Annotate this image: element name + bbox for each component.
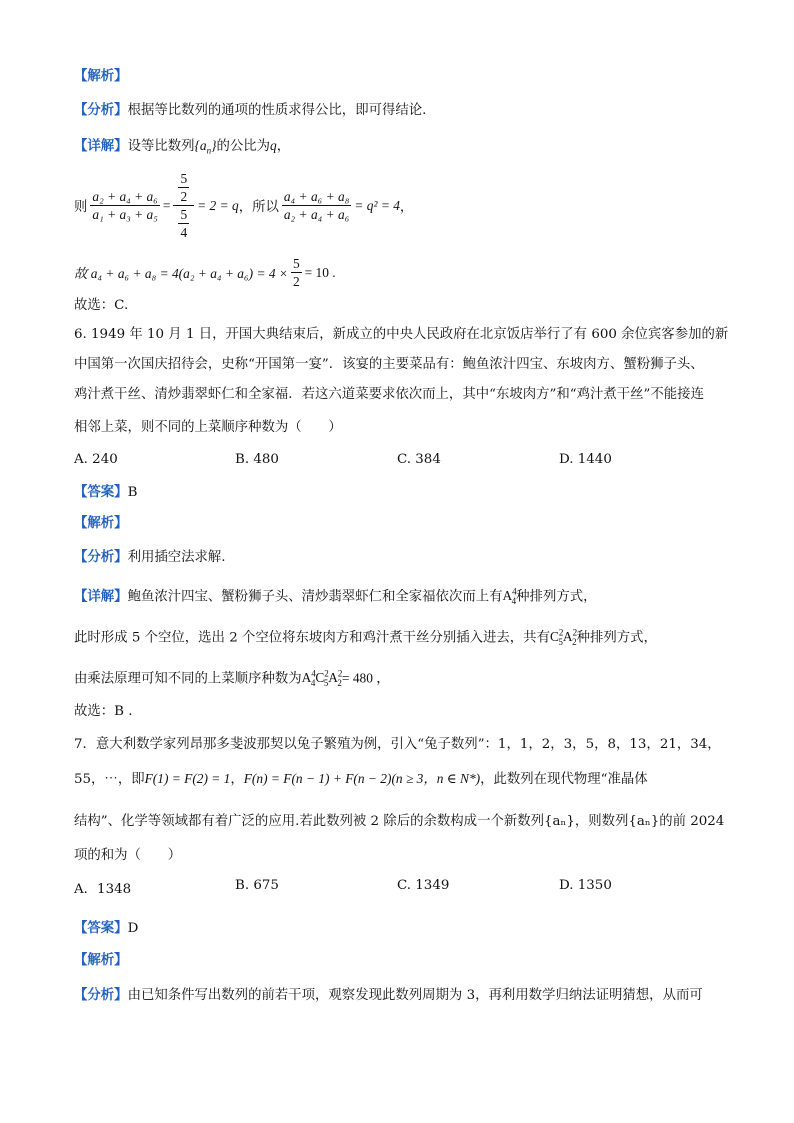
q7-option-d: D. 1350 — [559, 878, 612, 893]
q6-stem-line-3: 鸡汁煮干丝、清炒翡翠虾仁和全家福．若这六道菜要求依次而上，其中“东坡肉方”和“鸡汁煮干丝”不能接连 — [74, 387, 704, 402]
q7-option-c: C. 1349 — [397, 878, 450, 893]
q6-detail-line-1: 【详解】鲍鱼浓汁四宝、蟹粉狮子头、清炒翡翠虾仁和全家福依次而上有$A^4_4$种排列方式， — [74, 587, 597, 607]
q6-option-c: C. 384 — [397, 452, 441, 467]
compound-fraction: $\frac{\frac{5}{2}}{\frac{5}{4}}$ — [173, 170, 194, 241]
q7-answer: 【答案】D — [74, 920, 139, 936]
q6-detail-line-3: 由乘法原理可知不同的上菜顺序种数为$A^4_4C^2_5A^2_2= 480$ ， — [74, 669, 390, 689]
q6-stem-line-4: 相邻上菜，则不同的上菜顺序种数为（ ） — [74, 420, 342, 435]
q6-stem-line-1: 6. 1949 年 10 月 1 日，开国大典结束后，新成立的中央人民政府在北京饭店举行了有 600 余位宾客参加的新 — [74, 327, 729, 342]
q6-option-d: D. 1440 — [559, 452, 612, 467]
q7-option-a: A．1348 — [74, 882, 132, 897]
q7-analysis-summary: 【分析】由已知条件写出数列的前若干项，观察发现此数列周期为 3，再利用数学归纳法证明猜想，从而可 — [74, 987, 703, 1003]
q7-stem-line-2: 55，⋯，即F(1) = F(2) = 1，F(n) = F(n − 1) + F(n − 2)(n ≥ 3，n ∈ N*)，此数列在现代物理“准晶体 — [74, 771, 648, 787]
q6-option-b: B. 480 — [235, 452, 279, 467]
ratio-fraction-2: $\frac{\text{a₄ + a₆ + a₈}}{\text{a₂ + a₄ + a₆}}$ — [283, 189, 350, 222]
analysis-heading: 【解析】 — [74, 68, 128, 84]
q6-analysis-summary: 【分析】利用插空法求解. — [74, 549, 226, 565]
q7-option-b: B. 675 — [235, 878, 279, 893]
ratio-fraction-1: $\frac{\text{a₂ + a₄ + a₆}}{\text{a₁ + a₃ + a₅}}$ — [92, 189, 158, 222]
conclusion-equation: 故 a₄ + a₆ + a₈ = 4(a₂ + a₄ + a₆) = 4 × $\frac{5}{2}$ = 10 . — [74, 256, 336, 289]
q6-stem-line-2: 中国第一次国庆招待会，史称“开国第一宴”．该宴的主要菜品有：鲍鱼浓汁四宝、东坡肉方、蟹粉狮子头、 — [74, 357, 704, 372]
q7-stem-line-3: 结构”、化学等领域都有着广泛的应用.若此数列被 2 除后的余数构成一个新数列{aₙ}，则数列{aₙ}的前 2024 — [74, 814, 725, 829]
ratio-equation: 则 $\frac{\text{a₂ + a₄ + a₆}}{\text{a₁ + a₃ + a₅}}$ = $\frac{\frac{5}{2}}{\frac{5}{4}}$ = 2 = q ，所以 $\frac{\text{a₄ + a₆ + a₈}}{\text{a₂ + a₄ + a₆}}$ = q² = 4 ， — [74, 171, 414, 240]
q7-stem-line-4: 项的和为（ ） — [74, 848, 182, 863]
analysis-summary: 【分析】根据等比数列的通项的性质求得公比，即可得结论. — [74, 102, 427, 118]
q6-answer: 【答案】B — [74, 484, 138, 500]
q6-analysis-heading: 【解析】 — [74, 515, 128, 531]
answer-choice-5: 故选：C. — [74, 298, 129, 313]
q7-analysis-heading: 【解析】 — [74, 952, 128, 968]
q6-detail-line-2: 此时形成 5 个空位，选出 2 个空位将东坡肉方和鸡汁煮干丝分别插入进去，共有$C^2_5A^2_2$种排列方式， — [74, 628, 657, 648]
q6-answer-choice: 故选：B . — [74, 704, 133, 719]
detail-intro: 【详解】设等比数列$\{a_n\}$的公比为q， — [74, 138, 291, 156]
q7-stem-line-1: 7．意大利数学家列昂那多斐波那契以兔子繁殖为例，引入“兔子数列”：1，1，2，3，5，8，13，21，34， — [74, 737, 721, 752]
q6-option-a: A. 240 — [74, 452, 118, 467]
